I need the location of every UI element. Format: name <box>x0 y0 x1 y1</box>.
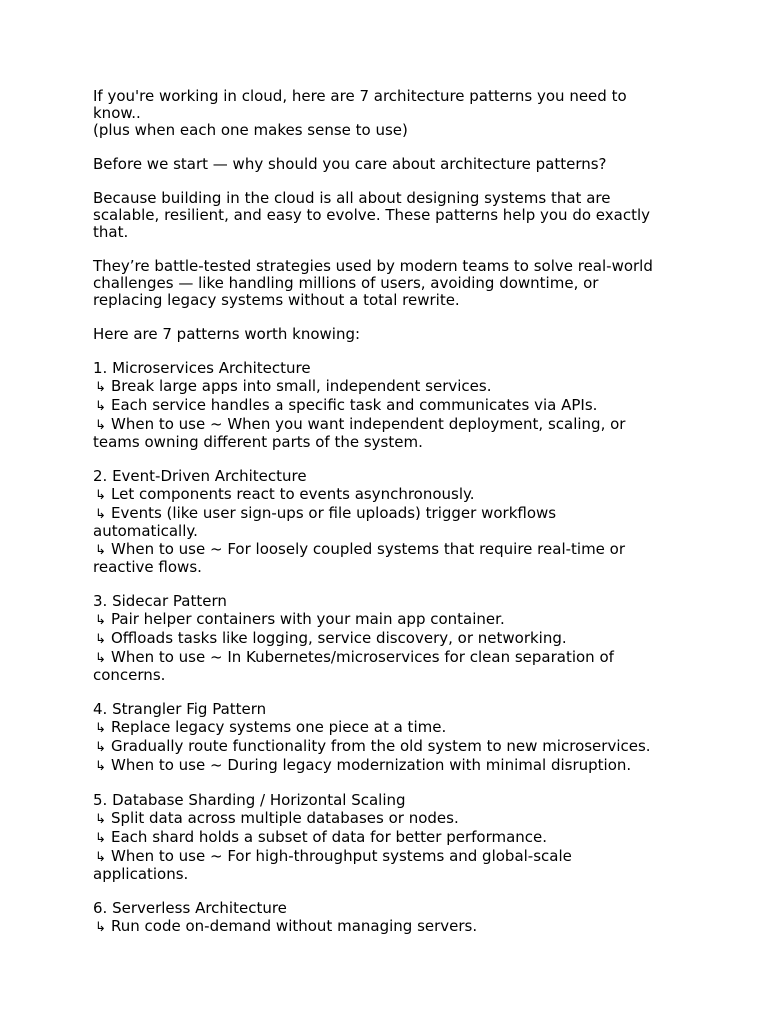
bullet-text: When to use ~ In Kubernetes/microservices for clean separation of <box>111 648 614 666</box>
bullet-text: Run code on-demand without managing servers. <box>111 917 478 935</box>
bullet-text: Each service handles a specific task and communicates via APIs. <box>111 396 598 414</box>
pattern-bullet <box>93 416 768 434</box>
bullet-text: When to use ~ For high-throughput systems and global-scale <box>111 847 572 865</box>
text-line: replacing legacy systems without a total rewrite. <box>93 291 460 309</box>
bullet-text: When to use ~ During legacy modernization with minimal disruption. <box>111 756 632 774</box>
bullet-text: When to use ~ For loosely coupled systems that require real-time or <box>111 540 626 558</box>
text-line: (plus when each one makes sense to use) <box>93 121 408 139</box>
arrow-icon: ↳ <box>95 543 106 558</box>
arrow-icon: ↳ <box>95 651 106 666</box>
text-line: scalable, resilient, and easy to evolve. These patterns help you do exactly <box>93 206 650 224</box>
bullet-text: Gradually route functionality from the old system to new microservices. <box>111 737 651 755</box>
arrow-icon: ↳ <box>95 418 106 433</box>
bullet-text: Offloads tasks like logging, service discovery, or networking. <box>111 629 567 647</box>
text-line: Before we start — why should you care about architecture patterns? <box>93 155 607 173</box>
arrow-icon: ↳ <box>95 721 106 736</box>
pattern-bullet <box>93 397 768 415</box>
pattern-title: 3. Sidecar Pattern <box>93 592 227 610</box>
pattern-title: 1. Microservices Architecture <box>93 359 311 377</box>
pattern-bullet <box>93 541 768 559</box>
arrow-icon: ↳ <box>95 740 106 755</box>
pattern-bullet <box>93 918 768 936</box>
intro-paragraph-1 <box>93 88 768 139</box>
pattern-section <box>93 701 768 775</box>
pattern-section <box>93 360 768 451</box>
bullet-text-continuation: reactive flows. <box>93 558 202 576</box>
pattern-bullet <box>93 738 768 756</box>
bullet-text: Each shard holds a subset of data for better performance. <box>111 828 548 846</box>
pattern-bullet <box>93 505 768 523</box>
bullet-text: Replace legacy systems one piece at a time. <box>111 718 447 736</box>
bullet-text-continuation: concerns. <box>93 666 166 684</box>
bullet-text: Pair helper containers with your main app container. <box>111 610 505 628</box>
arrow-icon: ↳ <box>95 399 106 414</box>
pattern-bullet <box>93 829 768 847</box>
text-line: Here are 7 patterns worth knowing: <box>93 325 361 343</box>
text-line: If you're working in cloud, here are 7 architecture patterns you need to <box>93 87 627 105</box>
pattern-section <box>93 900 768 936</box>
pattern-bullet <box>93 486 768 504</box>
bullet-text: Break large apps into small, independent services. <box>111 377 492 395</box>
intro-paragraph-5 <box>93 326 768 343</box>
arrow-icon: ↳ <box>95 380 106 395</box>
pattern-bullet <box>93 611 768 629</box>
bullet-text: Events (like user sign-ups or file uploads) trigger workflows <box>111 504 557 522</box>
arrow-icon: ↳ <box>95 920 106 935</box>
pattern-bullet <box>93 630 768 648</box>
bullet-text-continuation: applications. <box>93 865 189 883</box>
pattern-title: 4. Strangler Fig Pattern <box>93 700 267 718</box>
arrow-icon: ↳ <box>95 632 106 647</box>
text-line: Because building in the cloud is all about designing systems that are <box>93 189 611 207</box>
arrow-icon: ↳ <box>95 759 106 774</box>
text-line: They’re battle-tested strategies used by modern teams to solve real-world <box>93 257 653 275</box>
intro-paragraph-3 <box>93 190 768 241</box>
bullet-text: When to use ~ When you want independent deployment, scaling, or <box>111 415 626 433</box>
arrow-icon: ↳ <box>95 812 106 827</box>
pattern-title: 2. Event-Driven Architecture <box>93 467 307 485</box>
arrow-icon: ↳ <box>95 850 106 865</box>
pattern-section <box>93 468 768 576</box>
pattern-section <box>93 792 768 883</box>
bullet-text-continuation: automatically. <box>93 522 198 540</box>
arrow-icon: ↳ <box>95 507 106 522</box>
pattern-bullet <box>93 719 768 737</box>
pattern-bullet <box>93 378 768 396</box>
pattern-title: 5. Database Sharding / Horizontal Scaling <box>93 791 406 809</box>
text-line: that. <box>93 223 129 241</box>
pattern-bullet <box>93 757 768 775</box>
bullet-text-continuation: teams owning different parts of the system. <box>93 433 423 451</box>
arrow-icon: ↳ <box>95 831 106 846</box>
bullet-text: Split data across multiple databases or nodes. <box>111 809 459 827</box>
arrow-icon: ↳ <box>95 488 106 503</box>
pattern-bullet <box>93 848 768 866</box>
pattern-bullet <box>93 810 768 828</box>
pattern-section <box>93 593 768 684</box>
text-line: challenges — like handling millions of users, avoiding downtime, or <box>93 274 599 292</box>
pattern-title: 6. Serverless Architecture <box>93 899 287 917</box>
document-page <box>93 88 768 953</box>
bullet-text: Let components react to events asynchronously. <box>111 485 475 503</box>
intro-paragraph-4 <box>93 258 768 309</box>
pattern-bullet <box>93 649 768 667</box>
intro-paragraph-2 <box>93 156 768 173</box>
text-line: know.. <box>93 104 141 122</box>
patterns-list <box>93 360 768 936</box>
arrow-icon: ↳ <box>95 613 106 628</box>
